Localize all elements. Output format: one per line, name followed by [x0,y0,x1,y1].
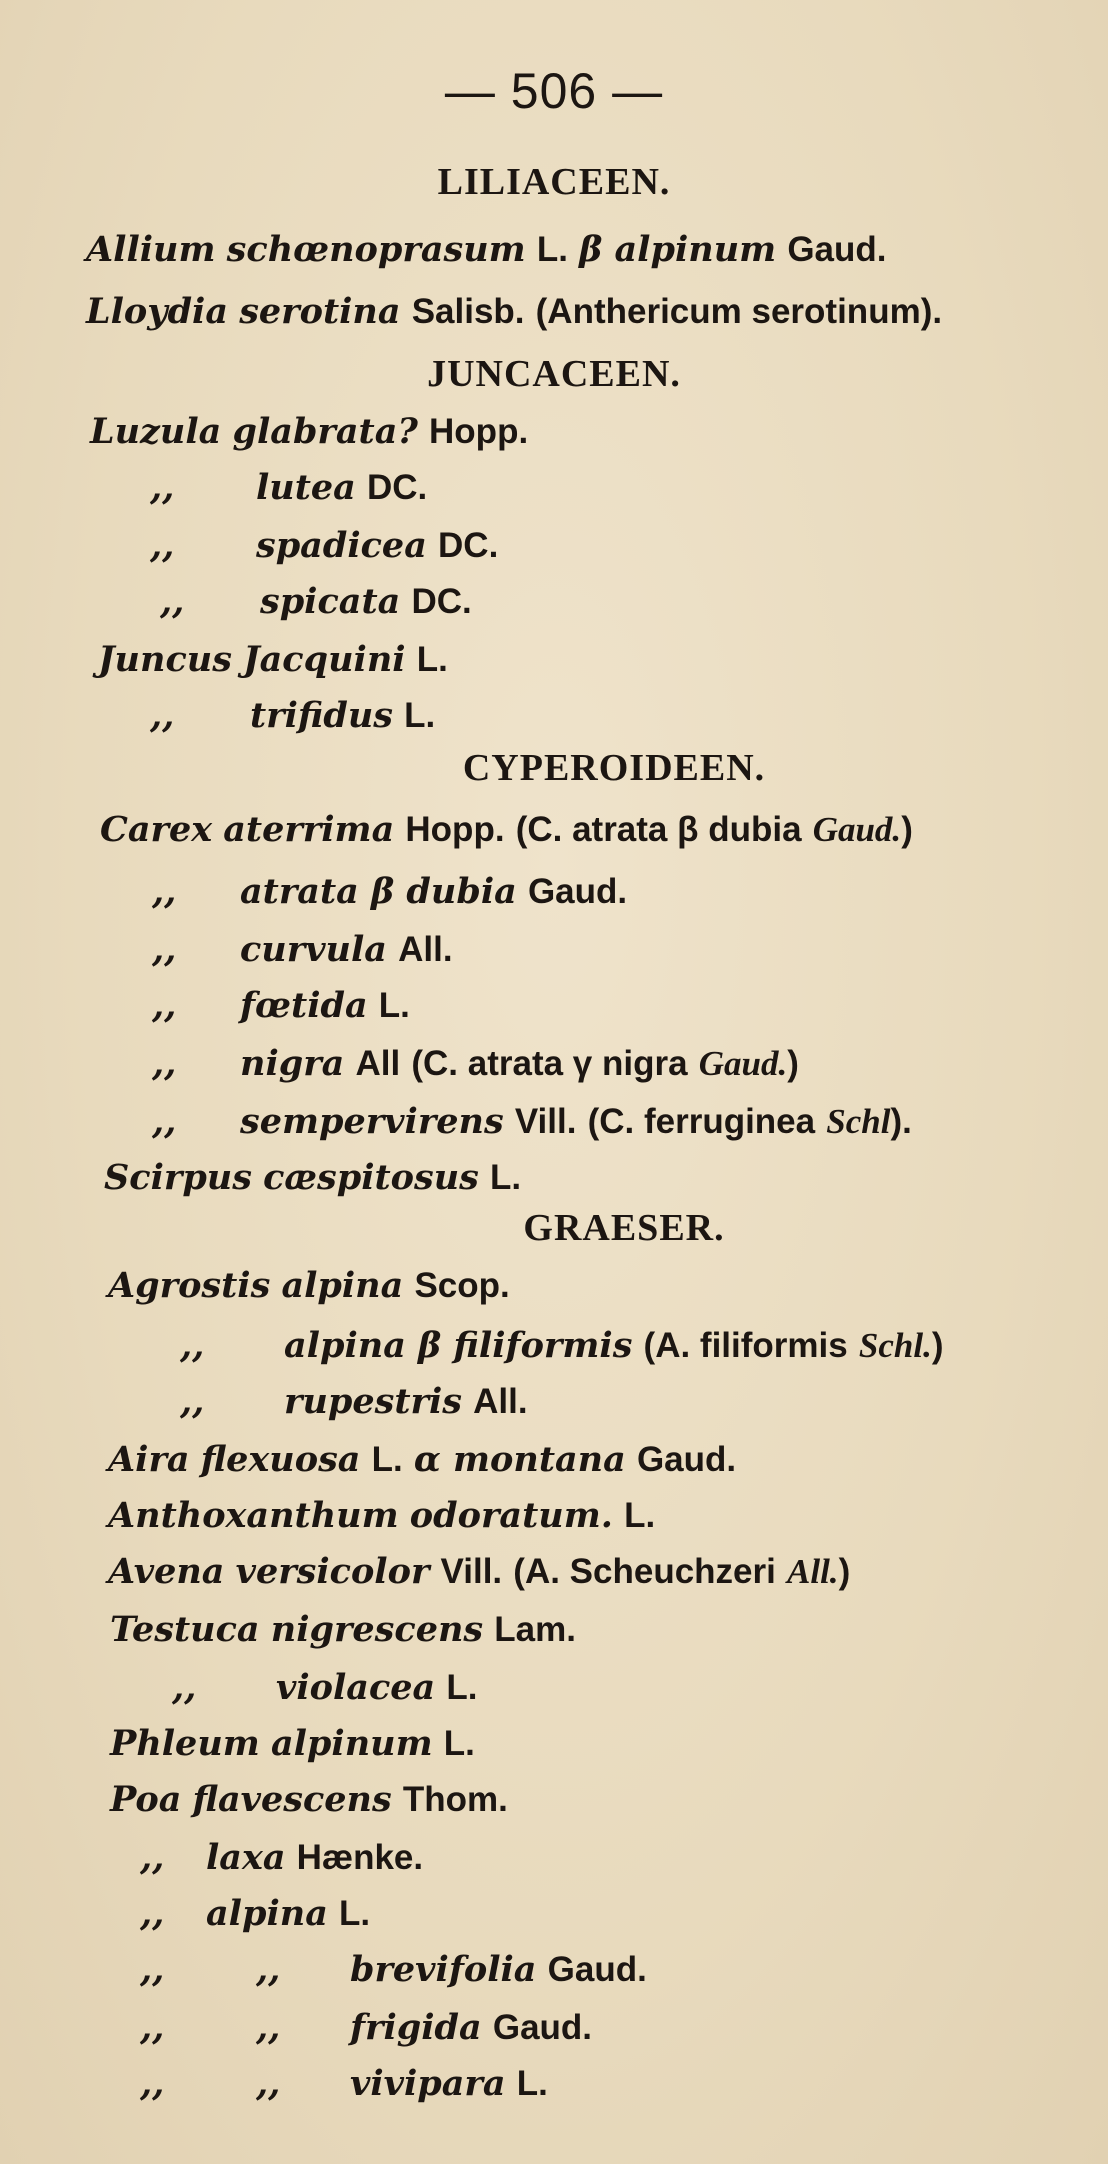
ditto-mark: ,, [150,525,175,566]
species: nigra [240,1043,345,1084]
variety: β alpinum [579,229,777,270]
synonym-close: ) [838,1552,851,1591]
species: rupestris [284,1381,462,1422]
synonym-author: All. [787,1552,839,1591]
ditto-mark: ,, [140,1893,165,1934]
author: L. [339,1894,371,1933]
ditto-mark: ,, [140,2007,165,2048]
section-heading-cyperoideen: CYPEROIDEEN. [462,747,766,789]
entry-carex-nigra [152,1044,799,1084]
author: Salisb. [411,292,525,331]
species: alpina [281,1265,404,1306]
synonym-note: (C. atrata β dubia [515,810,802,849]
genus: Luzula [90,411,222,452]
ditto-mark: ,, [172,1667,197,1708]
species: nigrescens [270,1609,484,1650]
ditto-mark: ,, [160,581,185,622]
ditto-mark: ,, [152,871,177,912]
author: Hænke. [296,1838,424,1877]
species: serotina [239,291,401,332]
entry-testuca-violacea [172,1668,477,1708]
entry-agrostis-alpina [108,1266,510,1306]
section-heading-juncaceen: JUNCACEEN. [427,353,681,395]
entry-carex-foetida [152,986,410,1026]
synonym-note: (A. filiformis [643,1326,848,1365]
ditto-mark: ,, [140,1837,165,1878]
entry-poa-alpina [140,1894,370,1934]
author: DC. [367,468,428,507]
species: sempervirens [240,1101,504,1142]
entry-scirpus [104,1158,521,1198]
species: frigida [350,2007,482,2048]
synonym-note: (C. ferruginea [587,1102,816,1141]
genus: Aira [108,1439,190,1480]
entry-aira [108,1440,736,1480]
synonym-author: Gaud. [812,810,902,849]
entry-juncus-trifidus [150,696,435,736]
entry-avena [108,1552,850,1592]
entry-poa-frigida [140,2008,592,2048]
page-number: — 506 — [444,63,664,119]
synonym-author: Schl [826,1102,891,1141]
synonym-note: (Anthericum serotinum). [535,292,943,331]
species: alpinum [270,1723,433,1764]
species: laxa [206,1837,286,1878]
author: L. [446,1668,478,1707]
entry-poa-laxa [140,1838,423,1878]
species: brevifolia [350,1949,537,1990]
author: L. [416,640,448,679]
author: L. [378,986,410,1025]
species: glabrata? [232,411,418,452]
entry-agrostis-filiformis [180,1326,943,1366]
entry-anthoxanthum [108,1496,655,1536]
genus: Scirpus [104,1157,252,1198]
section-heading-liliaceen: LILIACEEN. [437,161,671,203]
author: Scop. [414,1266,510,1305]
author: L. [624,1496,656,1535]
author: DC. [438,526,499,565]
entry-carex-sempervirens [152,1102,912,1142]
species: fœtida [240,985,368,1026]
genus: Phleum [110,1723,260,1764]
entry-juncus-jacquini [98,640,448,680]
entry-allium [86,230,887,270]
entry-testuca [110,1610,576,1650]
author: Hopp. [405,810,505,849]
synonym-close: ) [787,1044,799,1083]
entry-agrostis-rupestris [180,1382,528,1422]
synonym-close: ) [931,1326,944,1365]
genus: Poa [110,1779,182,1820]
ditto-mark: ,, [152,1043,177,1084]
ditto-mark: ,, [150,467,175,508]
species: Jacquini [243,639,406,680]
species: aterrima [223,809,395,850]
variety-author: Gaud. [787,230,887,269]
entry-carex-aterrima [100,810,913,850]
variety: α montana [413,1439,626,1480]
ditto-mark: ,, [140,1949,165,1990]
author: Gaud. [547,1950,647,1989]
species: cæspitosus [263,1157,479,1198]
species: schœnoprasum [226,229,526,270]
entry-luzula-spadicea [150,526,498,566]
synonym-close: ). [890,1102,912,1141]
genus: Avena [108,1551,225,1592]
ditto-mark-2: ,, [256,1949,281,1990]
author: L. [516,2064,548,2103]
entry-luzula-glabrata [90,412,528,452]
author: Thom. [402,1780,508,1819]
variety-author: Gaud. [636,1440,737,1479]
synonym-author: Schl. [858,1326,932,1365]
author: Vill. [514,1102,577,1141]
ditto-mark: ,, [180,1325,205,1366]
ditto-mark: ,, [150,695,175,736]
genus: Agrostis [108,1265,271,1306]
ditto-mark: ,, [180,1381,205,1422]
synonym-note: (C. atrata γ nigra [411,1044,688,1083]
entry-phleum [110,1724,475,1764]
synonym-note: (A. Scheuchzeri [513,1552,776,1591]
ditto-mark-2: ,, [256,2007,281,2048]
entry-poa-brevifolia [140,1950,647,1990]
author: All [355,1044,401,1083]
genus: Anthoxanthum [108,1495,399,1536]
species: odoratum. [409,1495,613,1536]
author: DC. [411,582,472,621]
author: L. [404,696,436,735]
genus: Lloydia [86,291,229,332]
author: L. [490,1158,522,1197]
author: L. [443,1724,475,1763]
author: L. [536,230,568,269]
entry-luzula-lutea [150,468,427,508]
author: Gaud. [492,2008,593,2047]
entry-poa-vivipara [140,2064,548,2104]
genus: Allium [86,229,216,270]
species: violacea [276,1667,436,1708]
species: curvula [240,929,387,970]
entry-poa-flavescens [110,1780,508,1820]
section-heading-graeser: GRAESER. [523,1207,725,1249]
ditto-mark: ,, [152,985,177,1026]
genus: Carex [100,809,213,850]
entry-carex-curvula [152,930,453,970]
species: spicata [260,581,401,622]
species: versicolor [235,1551,430,1592]
author: Hopp. [429,412,529,451]
author: All. [473,1382,528,1421]
ditto-mark-2: ,, [256,2063,281,2104]
species: trifidus [250,695,393,736]
species: atrata β dubia [240,871,517,912]
ditto-mark: ,, [152,1101,177,1142]
genus: Testuca [110,1609,260,1650]
author: Vill. [440,1552,503,1591]
genus: Juncus [98,639,232,680]
entry-lloydia [86,292,942,332]
species: lutea [256,467,356,508]
author: Gaud. [527,872,628,911]
author: L. [371,1440,403,1479]
species: alpina β filiformis [284,1325,633,1366]
synonym-close: ) [901,810,913,849]
ditto-mark: ,, [152,929,177,970]
species: vivipara [350,2063,506,2104]
species: flexuosa [200,1439,361,1480]
author: All. [398,930,453,969]
ditto-mark: ,, [140,2063,165,2104]
synonym-author: Gaud. [698,1044,788,1083]
author: Lam. [494,1610,576,1649]
species: spadicea [256,525,427,566]
entry-carex-atrata [152,872,627,912]
species: flavescens [192,1779,392,1820]
species: alpina [206,1893,328,1934]
entry-luzula-spicata [160,582,472,622]
